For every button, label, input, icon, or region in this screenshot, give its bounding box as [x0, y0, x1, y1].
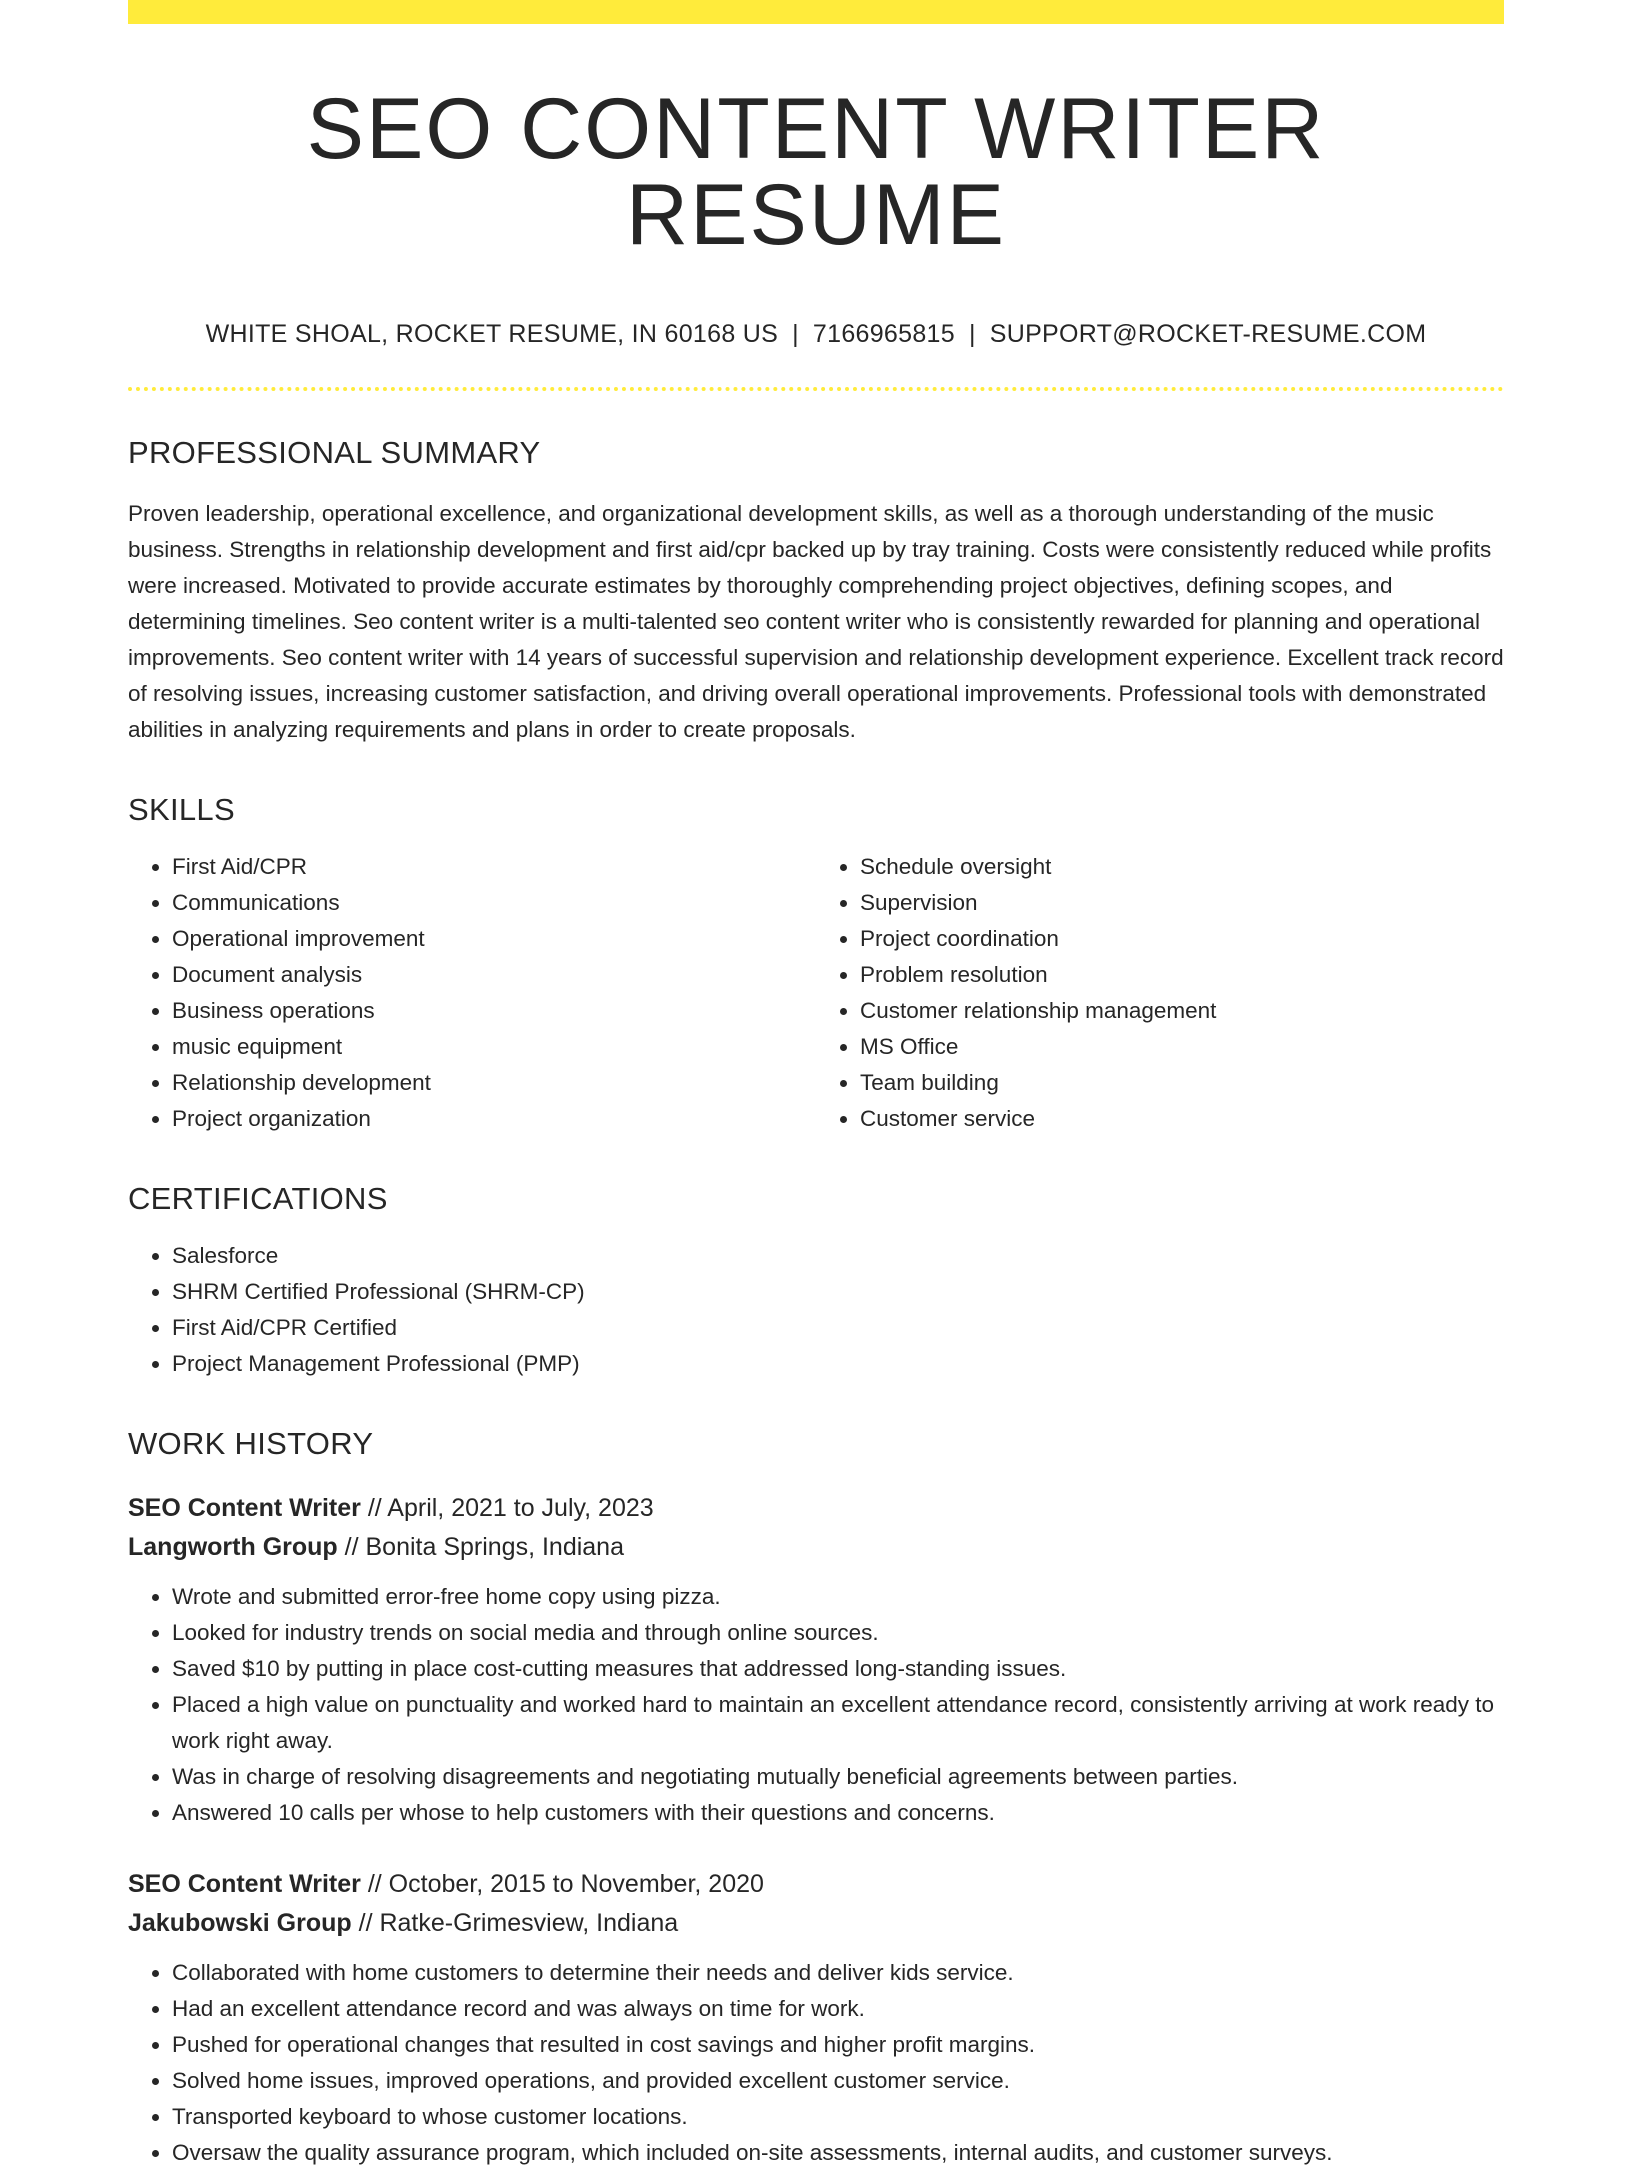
contact-address: WHITE SHOAL, ROCKET RESUME, IN 60168 US	[205, 320, 779, 348]
job-title: SEO Content Writer	[128, 1494, 361, 1522]
skill-item: • Team building	[860, 1065, 1504, 1101]
job-bullet: • Pushed for operational changes that resulted in cost savings and higher profit margins.	[172, 2027, 1504, 2063]
job-company-line	[128, 1528, 1504, 1567]
skills-columns	[128, 849, 1504, 1137]
job-bullet: • Saved $10 by putting in place cost-cutting measures that addressed long-standing issues.	[172, 1651, 1504, 1687]
job-company: Jakubowski Group	[128, 1909, 352, 1937]
job-title-line	[128, 1489, 1504, 1528]
resume-title: SEO CONTENT WRITER RESUME	[306, 81, 1326, 263]
skill-item: • Relationship development	[172, 1065, 816, 1101]
resume-page	[128, 0, 1504, 2171]
job-bullet: • Had an excellent attendance record and was always on time for work.	[172, 1991, 1504, 2027]
skill-item: • Supervision	[860, 885, 1504, 921]
job-bullet: • Transported keyboard to whose customer locations.	[172, 2099, 1504, 2135]
certification-item: • SHRM Certified Professional (SHRM-CP)	[172, 1274, 1504, 1310]
skill-item: • Project coordination	[860, 921, 1504, 957]
skill-item: • Operational improvement	[172, 921, 816, 957]
contact-separator: |	[792, 320, 799, 348]
job-bullet: • Oversaw the quality assurance program, which included on-site assessments, internal audits, and customer surveys.	[172, 2135, 1504, 2171]
job-title-line	[128, 1865, 1504, 1904]
summary-section	[128, 437, 1504, 748]
skill-item: • Customer service	[860, 1101, 1504, 1137]
job-title: SEO Content Writer	[128, 1870, 361, 1898]
skill-item: • MS Office	[860, 1029, 1504, 1065]
job-company: Langworth Group	[128, 1533, 338, 1561]
top-accent-bar	[128, 0, 1504, 24]
job-bullet: • Collaborated with home customers to determine their needs and deliver kids service.	[172, 1955, 1504, 1991]
contact-phone[interactable]: 7166965815	[812, 320, 955, 348]
skill-item: • Problem resolution	[860, 957, 1504, 993]
skills-heading: SKILLS	[128, 792, 235, 827]
skill-item: • Project organization	[172, 1101, 816, 1137]
job-location: // Bonita Springs, Indiana	[337, 1533, 624, 1561]
certification-item: • First Aid/CPR Certified	[172, 1310, 1504, 1346]
job-bullet: • Placed a high value on punctuality and worked hard to maintain an excellent attendance record, consistently arriving at work ready to work right away.	[172, 1687, 1504, 1759]
job-bullet-list	[128, 1955, 1504, 2171]
job-bullet: • Was in charge of resolving disagreements and negotiating mutually beneficial agreements between parties.	[172, 1759, 1504, 1795]
skill-item: • Business operations	[172, 993, 816, 1029]
certifications-list	[128, 1238, 1504, 1382]
job-bullet: • Answered 10 calls per whose to help customers with their questions and concerns.	[172, 1795, 1504, 1831]
skill-item: • Document analysis	[172, 957, 816, 993]
job-location: // Ratke-Grimesview, Indiana	[351, 1909, 679, 1937]
job-dates: // April, 2021 to July, 2023	[360, 1494, 654, 1522]
job-bullet: • Looked for industry trends on social media and through online sources.	[172, 1615, 1504, 1651]
contact-email[interactable]: SUPPORT@ROCKET-RESUME.COM	[989, 320, 1427, 348]
work-history-section	[128, 1428, 1504, 2171]
certifications-heading: CERTIFICATIONS	[128, 1181, 388, 1216]
skills-list-right	[816, 849, 1504, 1137]
skill-item: • First Aid/CPR	[172, 849, 816, 885]
job-entry	[128, 1489, 1504, 1831]
contact-line	[128, 320, 1504, 349]
job-dates: // October, 2015 to November, 2020	[360, 1870, 764, 1898]
job-bullet-list	[128, 1579, 1504, 1831]
certification-item: • Salesforce	[172, 1238, 1504, 1274]
skill-item: • Schedule oversight	[860, 849, 1504, 885]
job-company-line	[128, 1904, 1504, 1943]
job-entry	[128, 1865, 1504, 2171]
summary-heading: PROFESSIONAL SUMMARY	[128, 435, 541, 470]
header-divider	[128, 387, 1504, 391]
skill-item: • Customer relationship management	[860, 993, 1504, 1029]
certifications-section	[128, 1183, 1504, 1382]
skills-list-left	[128, 849, 816, 1137]
contact-separator: |	[968, 320, 976, 348]
skills-section	[128, 794, 1504, 1137]
skill-item: • music equipment	[172, 1029, 816, 1065]
job-bullet: • Wrote and submitted error-free home copy using pizza.	[172, 1579, 1504, 1615]
skill-item: • Communications	[172, 885, 816, 921]
summary-text: Proven leadership, operational excellence, and organizational development skills, as well as a thorough understanding of the music business. Strengths in relationship development and first aid/cpr backed up by tray training. Costs were consistently reduced while profits were increased. Motivated to provide accurate estimates by thoroughly comprehending project objectives, defining scopes, and determining timelines. Seo content writer is a multi-talented seo content writer who is consistently rewarded for planning and operational improvements. Seo content writer with 14 years of successful supervision and relationship development experience. Excellent track record of resolving issues, increasing customer satisfaction, and driving overall operational improvements. Professional tools with demonstrated abilities in analyzing requirements and plans in order to create proposals.	[128, 501, 1504, 742]
job-bullet: • Solved home issues, improved operations, and provided excellent customer service.	[172, 2063, 1504, 2099]
work-history-heading: WORK HISTORY	[128, 1426, 374, 1461]
certification-item: • Project Management Professional (PMP)	[172, 1346, 1504, 1382]
